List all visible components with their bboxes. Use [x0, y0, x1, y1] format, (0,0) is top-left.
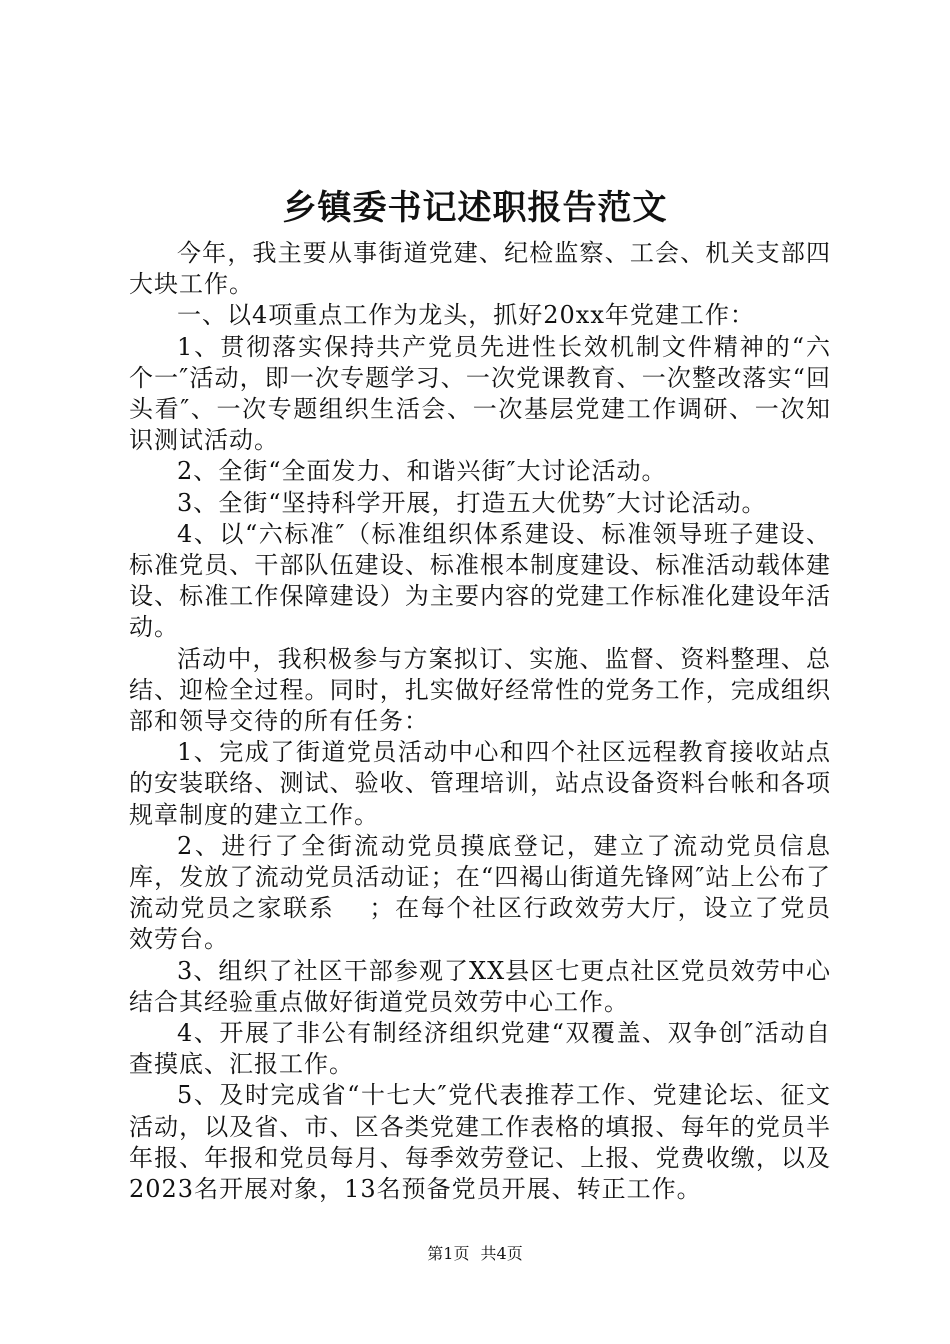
- paragraph-item: 5、及时完成省“十七大″党代表推荐工作、党建论坛、征文活动，以及省、市、区各类党建工作表格的填报、每年的党员半年报、年报和党员每月、每季效劳登记、上报、党费收缴，以及2023名开展对象，13名预备党员开展、转正工作。: [129, 1081, 831, 1204]
- page-footer: [0, 1244, 950, 1264]
- paragraph-item: 1、贯彻落实保持共产党员先进性长效机制文件精神的“六个一″活动，即一次专题学习、一次党课教育、一次整改落实“回头看″、一次专题组织生活会、一次基层党建工作调研、一次知识测试活动。: [129, 332, 831, 455]
- paragraph-item: 2、进行了全街流动党员摸底登记，建立了流动党员信息库，发放了流动党员活动证；在“四褐山街道先锋网″站上公布了流动党员之家联系 ；在每个社区行政效劳大厅，设立了党员效劳台。: [129, 831, 831, 954]
- paragraph-item: 4、以“六标准″（标准组织体系建设、标准领导班子建设、标准党员、干部队伍建设、标准根本制度建设、标准活动载体建设、标准工作保障建设）为主要内容的党建工作标准化建设年活动。: [129, 519, 831, 642]
- paragraph-item: 3、全街“坚持科学开展，打造五大优势″大讨论活动。: [177, 488, 767, 517]
- page-number: 第1页: [427, 1244, 470, 1263]
- page-total: 共4页: [480, 1244, 523, 1263]
- document-body: [129, 238, 831, 1205]
- paragraph-item: 3、组织了社区干部参观了XX县区七更点社区党员效劳中心结合其经验重点做好街道党员效劳中心工作。: [129, 956, 831, 1016]
- paragraph-item: 1、完成了街道党员活动中心和四个社区远程教育接收站点的安装联络、测试、验收、管理培训，站点设备资料台帐和各项规章制度的建立工作。: [129, 738, 831, 829]
- page-title: 乡镇委书记述职报告范文: [282, 188, 668, 228]
- paragraph-activity: 活动中，我积极参与方案拟订、实施、监督、资料整理、总结、迎检全过程。同时，扎实做好经常性的党务工作，完成组织部和领导交待的所有任务：: [129, 644, 831, 736]
- paragraph-intro: 今年，我主要从事街道党建、纪检监察、工会、机关支部四大块工作。: [129, 239, 831, 299]
- paragraph-item: 2、全街“全面发力、和谐兴街″大讨论活动。: [177, 457, 667, 486]
- paragraph-section-heading: 一、以4项重点工作为龙头，抓好20xx年党建工作：: [177, 301, 755, 330]
- paragraph-item: 4、开展了非公有制经济组织党建“双覆盖、双争创″活动自查摸底、汇报工作。: [129, 1019, 831, 1079]
